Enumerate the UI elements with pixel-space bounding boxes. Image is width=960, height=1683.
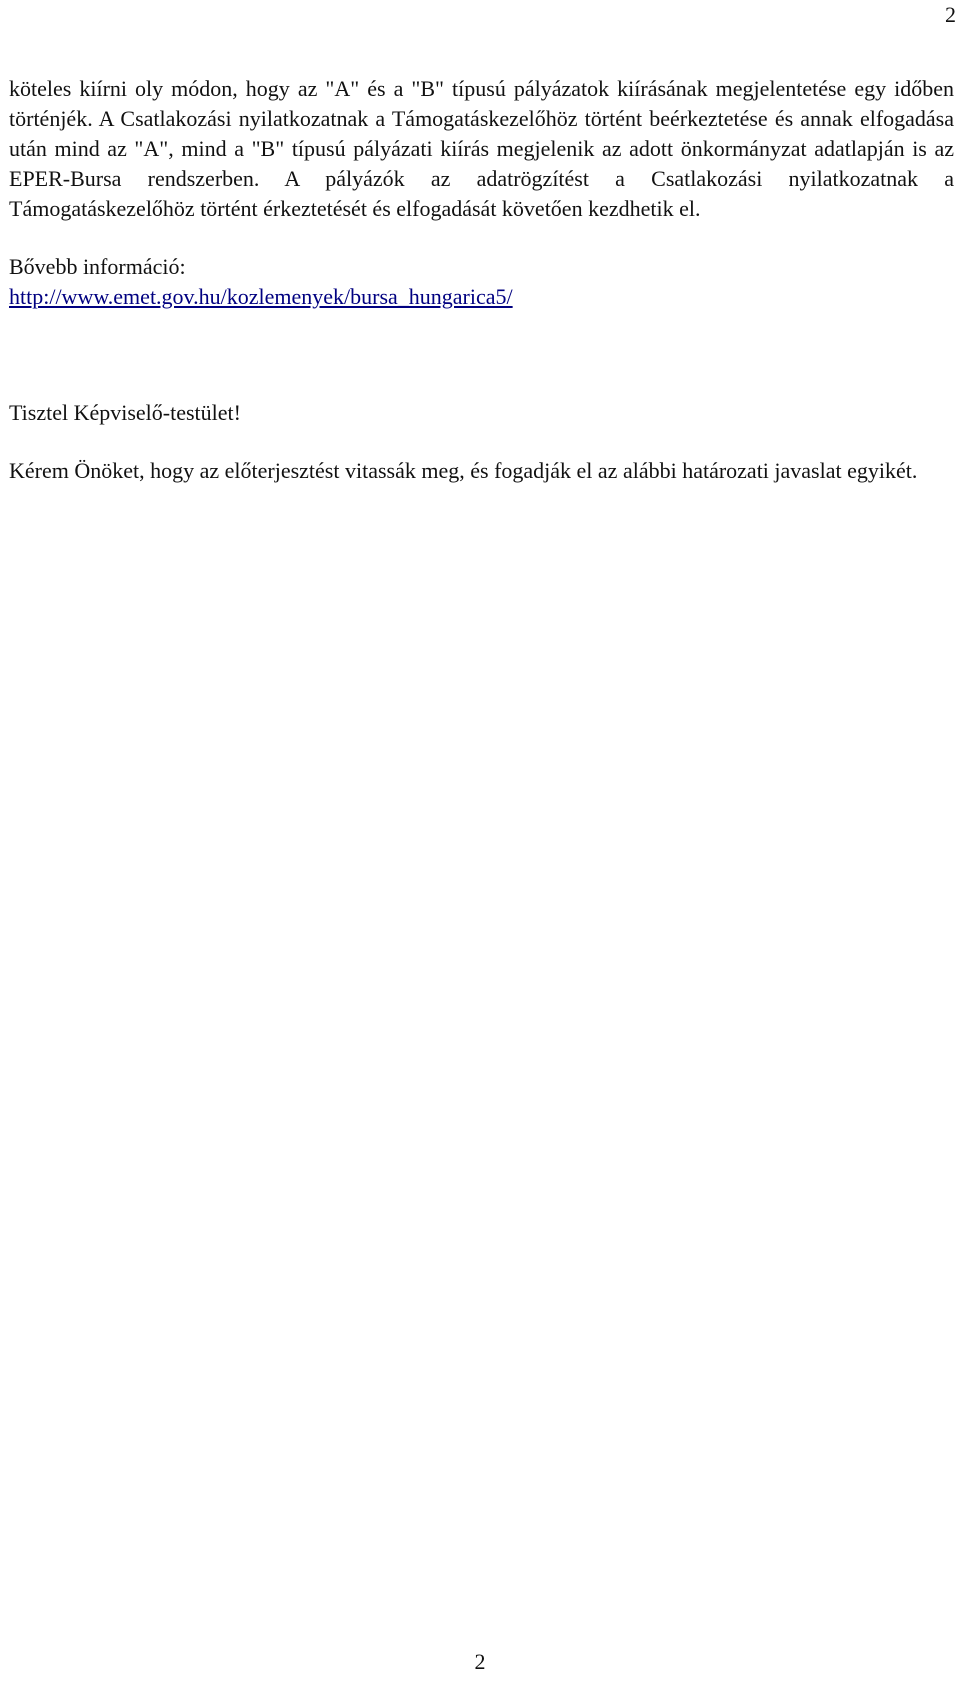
- request-paragraph: Kérem Önöket, hogy az előterjesztést vitassák meg, és fogadják el az alábbi határozati javaslat egyikét.: [9, 458, 918, 483]
- paragraph-application-procedure: köteles kiírni oly módon, hogy az "A" és a "B" típusú pályázatok kiírásának megjelentetése egy időben történjék. A Csatlakozási nyilatkozatnak a Támogatáskezelőhöz történt beérkeztetése és annak elfogadása után mind az "A", mind a "B" típusú pályázati kiírás megjelenik az adott önkormányzat adatlapján is az EPER-Bursa rendszerben. A pályázók az adatrögzítést a Csatlakozási nyilatkozatnak a Támogatáskezelőhöz történt érkeztetését és elfogadását követően kezdhetik el.: [9, 76, 954, 221]
- document-body: [9, 74, 954, 486]
- greeting-line: Tisztel Képviselő-testület!: [9, 400, 241, 425]
- more-info-link[interactable]: http://www.emet.gov.hu/kozlemenyek/bursa_hungarica5/: [9, 284, 513, 309]
- page-number-top: 2: [945, 2, 956, 27]
- more-info-label: Bővebb információ:: [9, 254, 186, 279]
- page-number-bottom: 2: [474, 1649, 486, 1674]
